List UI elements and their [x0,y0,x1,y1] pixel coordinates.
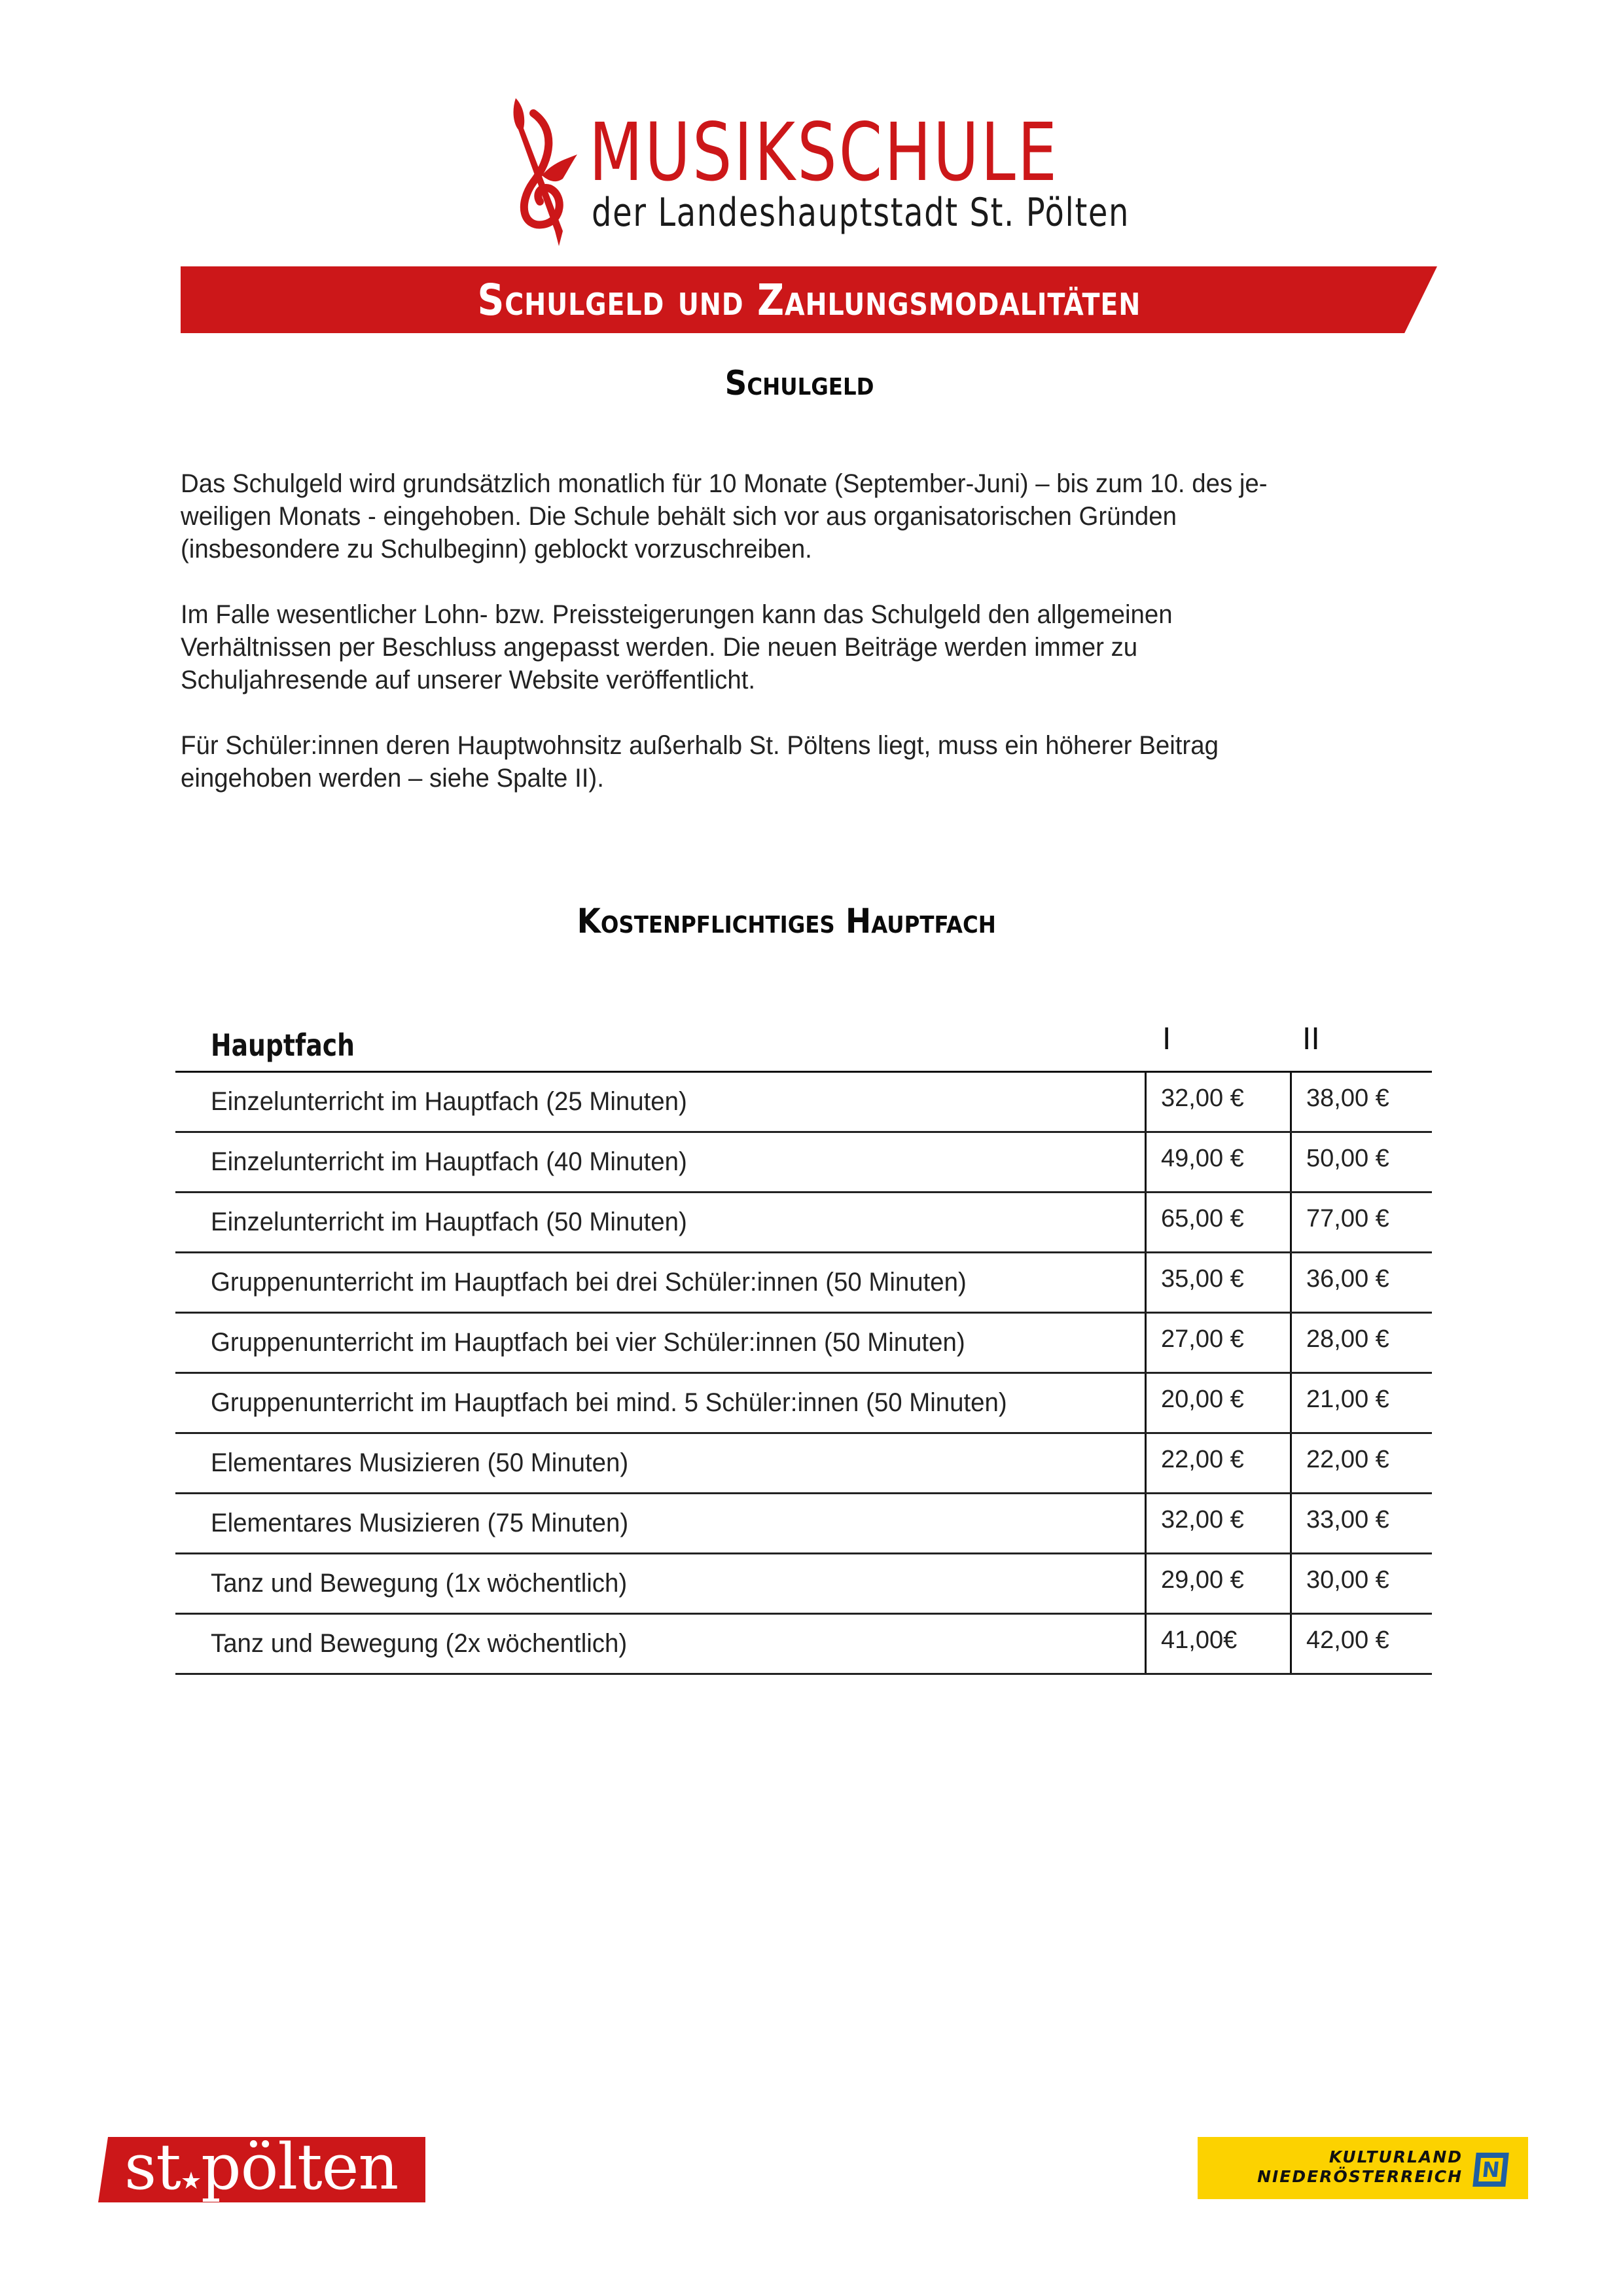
text-line: (insbesondere zu Schulbeginn) geblockt vorzuschreiben. [181,535,812,564]
text-line: Für Schüler:innen deren Hauptwohnsitz außerhalb St. Pöltens liegt, muss ein höherer Beitrag [181,731,1219,760]
table-row [175,1494,1432,1554]
fee-table [175,1071,1432,1675]
table-row [175,1253,1432,1314]
subject-cell [175,1253,1145,1312]
price-i-cell: 27,00 € [1145,1314,1290,1372]
column-header-ii: II [1302,1022,1320,1056]
price-ii-cell: 36,00 € [1290,1253,1432,1312]
kulturland-line1: KULTURLAND [1329,2147,1463,2166]
text-line: Das Schulgeld wird grundsätzlich monatlich für 10 Monate (September-Juni) – bis zum 10. des je- [181,469,1268,498]
price-ii-cell: 38,00 € [1290,1073,1432,1131]
section-heading-text: Schulgeld [725,364,874,403]
price-ii-cell: 33,00 € [1290,1494,1432,1552]
paragraph-fee-adjustment [181,598,1450,696]
text-line: weiligen Monats - eingehoben. Die Schule behält sich vor aus organisatorischen Gründen [181,502,1177,531]
price-ii-cell: 77,00 € [1290,1193,1432,1251]
table-row [175,1554,1432,1615]
table-row [175,1374,1432,1434]
price-i-cell: 22,00 € [1145,1434,1290,1492]
price-i-cell: 32,00 € [1145,1073,1290,1131]
kulturland-niederoesterreich-logo [1198,2137,1528,2199]
table-row [175,1314,1432,1374]
logo-subtitle: der Landeshauptstadt St. Pölten [592,190,1130,236]
section-heading-schulgeld [0,364,1611,403]
noe-badge-icon [1472,2153,1508,2187]
subject-cell [175,1133,1145,1191]
section-heading-text: Kostenpflichtiges Hauptfach [577,902,997,941]
text-line: Schuljahresende auf unserer Website veröffentlicht. [181,666,756,694]
price-ii-cell: 28,00 € [1290,1314,1432,1372]
subject-cell [175,1615,1145,1673]
price-i-cell: 49,00 € [1145,1133,1290,1191]
fee-table-header [175,1021,1432,1071]
subject-name: Einzelunterricht im Hauptfach (50 Minuten) [211,1208,687,1236]
subject-name: Gruppenunterricht im Hauptfach bei mind. 5 Schüler:innen (50 Minuten) [211,1388,1007,1417]
text-line: Im Falle wesentlicher Lohn- bzw. Preissteigerungen kann das Schulgeld den allgemeinen [181,600,1173,629]
price-i-cell: 32,00 € [1145,1494,1290,1552]
text-line: Verhältnissen per Beschluss angepasst werden. Die neuen Beiträge werden immer zu [181,633,1138,662]
subject-cell [175,1193,1145,1251]
subject-cell [175,1073,1145,1131]
price-i-cell: 41,00€ [1145,1615,1290,1673]
table-row [175,1133,1432,1193]
subject-cell [175,1554,1145,1613]
treble-clef-brush-icon [504,97,579,247]
paragraph-payment-schedule [181,467,1450,565]
st-poelten-logo-text [124,2128,398,2221]
kulturland-logo-text [1257,2147,1463,2187]
price-i-cell: 65,00 € [1145,1193,1290,1251]
subject-name: Elementares Musizieren (50 Minuten) [211,1448,629,1477]
table-row [175,1434,1432,1494]
kulturland-line2: NIEDERÖSTERREICH [1257,2167,1463,2186]
logo-title: MUSIKSCHULE [589,106,1060,199]
price-ii-cell: 22,00 € [1290,1434,1432,1492]
st-poelten-logo [98,2130,425,2204]
price-i-cell: 20,00 € [1145,1374,1290,1432]
price-i-cell: 35,00 € [1145,1253,1290,1312]
subject-cell [175,1314,1145,1372]
price-ii-cell: 50,00 € [1290,1133,1432,1191]
column-header-i: I [1162,1022,1171,1056]
price-ii-cell: 30,00 € [1290,1554,1432,1613]
table-row [175,1615,1432,1675]
column-header-hauptfach: Hauptfach [211,1028,355,1063]
table-row [175,1073,1432,1133]
price-i-cell: 29,00 € [1145,1554,1290,1613]
text-line: eingehoben werden – siehe Spalte II). [181,764,604,793]
logo-text-st: st [124,2130,181,2204]
subject-cell [175,1434,1145,1492]
noe-badge-letter: N [1478,2158,1503,2181]
logo-text-poelten: pölten [201,2130,399,2204]
section-heading-hauptfach [0,902,1598,941]
subject-name: Gruppenunterricht im Hauptfach bei vier Schüler:innen (50 Minuten) [211,1328,965,1357]
subject-name: Einzelunterricht im Hauptfach (25 Minuten) [211,1087,687,1116]
subject-name: Elementares Musizieren (75 Minuten) [211,1509,629,1537]
subject-name: Tanz und Bewegung (1x wöchentlich) [211,1569,628,1598]
subject-cell [175,1494,1145,1552]
page-title [181,266,1437,333]
page-title-text: Schulgeld und Zahlungsmodalitäten [477,274,1141,325]
star-icon: ★ [180,2168,202,2195]
subject-name: Tanz und Bewegung (2x wöchentlich) [211,1629,628,1658]
price-ii-cell: 42,00 € [1290,1615,1432,1673]
subject-name: Einzelunterricht im Hauptfach (40 Minuten) [211,1147,687,1176]
subject-cell [175,1374,1145,1432]
table-row [175,1193,1432,1253]
subject-name: Gruppenunterricht im Hauptfach bei drei Schüler:innen (50 Minuten) [211,1268,967,1297]
price-ii-cell: 21,00 € [1290,1374,1432,1432]
paragraph-nonresident-fee [181,729,1450,795]
